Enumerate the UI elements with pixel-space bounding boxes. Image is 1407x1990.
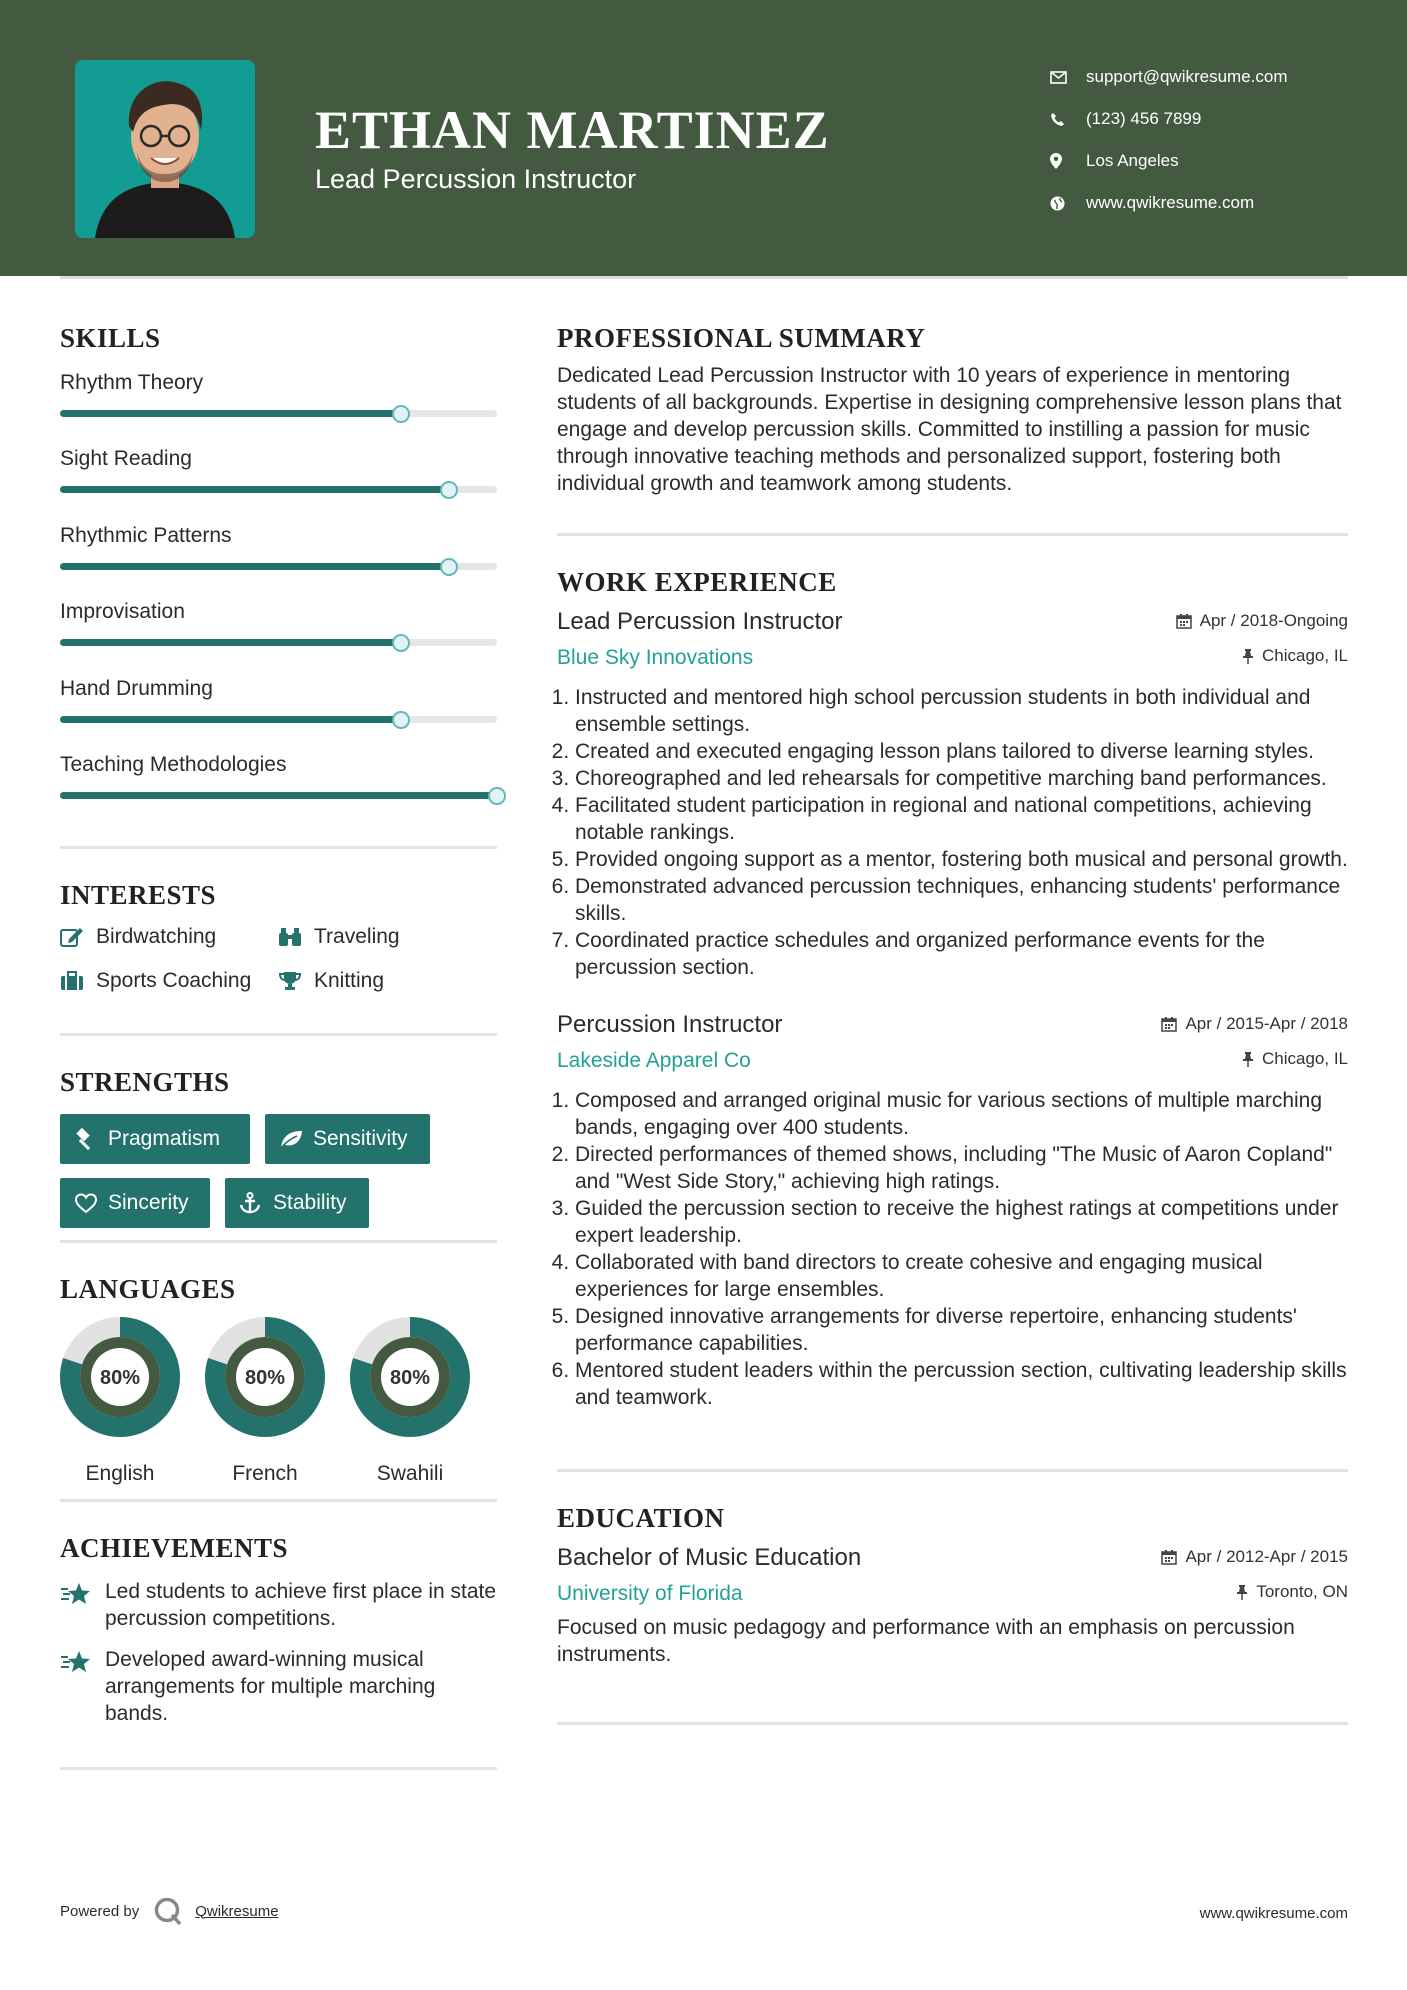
skills-heading: SKILLS bbox=[60, 323, 161, 353]
right-column bbox=[557, 320, 1348, 1725]
strength-label: Sincerity bbox=[108, 1191, 189, 1215]
skill-label: Teaching Methodologies bbox=[60, 752, 287, 776]
interest-label: Birdwatching bbox=[96, 925, 217, 949]
skill-knob bbox=[488, 787, 506, 805]
strength-chip bbox=[60, 1114, 250, 1164]
edit-icon bbox=[60, 927, 96, 947]
interest-label: Traveling bbox=[314, 925, 400, 949]
skill-label: Sight Reading bbox=[60, 447, 192, 471]
contact-website[interactable] bbox=[1050, 182, 1370, 224]
leaf-icon bbox=[279, 1129, 313, 1149]
job-bullet: 5. Provided ongoing support as a mentor, fostering both musical and personal growth. bbox=[575, 846, 1348, 873]
section-divider bbox=[60, 1499, 497, 1502]
calendar-icon bbox=[1161, 1016, 1177, 1032]
skill-item bbox=[60, 513, 497, 589]
skill-label: Rhythm Theory bbox=[60, 371, 204, 394]
person-avatar bbox=[75, 60, 255, 238]
candidate-title: Lead Percussion Instructor bbox=[315, 164, 637, 194]
education-date-text: Apr / 2012-Apr / 2015 bbox=[1185, 1547, 1348, 1566]
education-location bbox=[1236, 1582, 1348, 1602]
phone-icon bbox=[1050, 112, 1086, 127]
job-date bbox=[1161, 1014, 1348, 1034]
education-date bbox=[1161, 1547, 1348, 1567]
job-bullet: 2. Created and executed engaging lesson plans tailored to diverse learning styles. bbox=[575, 738, 1348, 765]
job-bullet: 1. Composed and arranged original music for various sections of multiple marching bands, engaging over 400 students. bbox=[575, 1087, 1348, 1141]
left-column bbox=[60, 320, 497, 1770]
skill-bar bbox=[60, 486, 497, 493]
anchor-icon bbox=[239, 1192, 273, 1214]
qwikresume-link[interactable]: Qwikresume bbox=[195, 1902, 279, 1920]
job-bullets bbox=[557, 1087, 1348, 1411]
interest-label: Knitting bbox=[314, 969, 385, 993]
powered-by-text: Powered by bbox=[60, 1902, 140, 1920]
job-bullet: 5. Designed innovative arrangements for diverse repertoire, enhancing students' performance capabilities. bbox=[575, 1303, 1348, 1357]
language-item bbox=[348, 1315, 472, 1486]
skill-label: Improvisation bbox=[60, 600, 185, 624]
calendar-icon bbox=[1176, 613, 1192, 629]
section-divider bbox=[557, 1469, 1348, 1472]
contact-email[interactable] bbox=[1050, 56, 1370, 98]
skill-item bbox=[60, 742, 497, 818]
achievements-heading: ACHIEVEMENTS bbox=[60, 1533, 289, 1564]
language-item bbox=[58, 1315, 182, 1486]
job-bullet: 6. Demonstrated advanced percussion techniques, enhancing students' performance skills. bbox=[575, 873, 1348, 927]
section-divider bbox=[60, 1033, 497, 1036]
job-date-text: Apr / 2015-Apr / 2018 bbox=[1185, 1014, 1348, 1033]
interest-item bbox=[60, 925, 216, 949]
contact-website-text: www.qwikresume.com bbox=[1086, 193, 1255, 212]
skill-item bbox=[60, 436, 497, 512]
language-ring bbox=[58, 1315, 182, 1439]
language-percent: 80% bbox=[389, 1367, 431, 1390]
skill-knob bbox=[392, 711, 410, 729]
skill-knob bbox=[440, 481, 458, 499]
experience-heading: WORK EXPERIENCE bbox=[557, 567, 837, 597]
education-school: University of Florida bbox=[557, 1582, 743, 1605]
strengths-list bbox=[60, 1114, 497, 1232]
achievement-text: Led students to achieve first place in state percussion competitions. bbox=[105, 1580, 497, 1631]
language-label: French bbox=[232, 1462, 298, 1486]
interest-item bbox=[278, 925, 400, 949]
pushpin-icon bbox=[1242, 1051, 1254, 1067]
interest-item bbox=[278, 969, 384, 993]
footer-website[interactable]: www.qwikresume.com bbox=[1199, 1905, 1348, 1922]
map-marker-icon bbox=[1050, 153, 1086, 169]
section-divider bbox=[557, 1722, 1348, 1725]
skills-list bbox=[60, 360, 497, 818]
job-date-text: Apr / 2018-Ongoing bbox=[1199, 611, 1348, 630]
section-divider bbox=[557, 533, 1348, 536]
job-bullet: 3. Guided the percussion section to receive the highest ratings at competitions under expert leadership. bbox=[575, 1195, 1348, 1249]
job-location bbox=[1242, 1049, 1348, 1069]
job-entry bbox=[557, 608, 1348, 981]
achievement-item bbox=[60, 1578, 497, 1632]
education-location-text: Toronto, ON bbox=[1256, 1582, 1348, 1601]
job-company: Lakeside Apparel Co bbox=[557, 1049, 751, 1072]
job-bullet: 3. Choreographed and led rehearsals for competitive marching band performances. bbox=[575, 765, 1348, 792]
skill-bar bbox=[60, 716, 497, 723]
education-entry bbox=[557, 1544, 1348, 1668]
footer-powered bbox=[60, 1896, 279, 1926]
language-ring bbox=[203, 1315, 327, 1439]
envelope-icon bbox=[1050, 71, 1086, 84]
job-role: Lead Percussion Instructor bbox=[557, 608, 843, 635]
strength-chip bbox=[265, 1114, 430, 1164]
interest-label: Sports Coaching bbox=[96, 969, 252, 993]
language-item bbox=[203, 1315, 327, 1486]
skill-bar bbox=[60, 410, 497, 417]
gavel-icon bbox=[74, 1128, 108, 1150]
header-divider bbox=[60, 276, 1348, 279]
skill-item bbox=[60, 666, 497, 742]
contact-email-text: support@qwikresume.com bbox=[1086, 67, 1288, 86]
contact-phone-text: (123) 456 7899 bbox=[1086, 109, 1202, 128]
skill-bar bbox=[60, 563, 497, 570]
section-divider bbox=[60, 846, 497, 849]
heart-icon bbox=[74, 1193, 108, 1214]
languages-heading: LANGUAGES bbox=[60, 1274, 236, 1305]
globe-icon bbox=[1050, 196, 1086, 211]
trophy-icon bbox=[278, 971, 314, 991]
pushpin-icon bbox=[1242, 648, 1254, 664]
education-text: Focused on music pedagogy and performance with an emphasis on percussion instruments. bbox=[557, 1616, 1295, 1666]
interest-item bbox=[60, 969, 251, 993]
qwikresume-logo-icon bbox=[153, 1896, 183, 1926]
language-percent: 80% bbox=[99, 1367, 141, 1390]
summary-heading: PROFESSIONAL SUMMARY bbox=[557, 323, 926, 353]
candidate-name: ETHAN MARTINEZ bbox=[315, 100, 830, 160]
skill-knob bbox=[440, 558, 458, 576]
job-location-text: Chicago, IL bbox=[1262, 1049, 1348, 1068]
job-date bbox=[1176, 611, 1348, 631]
profile-photo bbox=[75, 60, 255, 238]
strength-label: Stability bbox=[273, 1191, 347, 1215]
languages-list bbox=[60, 1315, 497, 1485]
job-entry bbox=[557, 1011, 1348, 1411]
language-ring bbox=[348, 1315, 472, 1439]
job-bullet: 7. Coordinated practice schedules and organized performance events for the percussion section. bbox=[575, 927, 1348, 981]
language-label: Swahili bbox=[376, 1462, 444, 1486]
strength-label: Sensitivity bbox=[313, 1127, 408, 1151]
job-bullet: 4. Facilitated student participation in regional and national competitions, achieving notable rankings. bbox=[575, 792, 1348, 846]
job-bullet: 4. Collaborated with band directors to create cohesive and engaging musical experiences for large ensembles. bbox=[575, 1249, 1348, 1303]
skill-bar bbox=[60, 639, 497, 646]
strength-chip bbox=[225, 1178, 369, 1228]
job-bullet: 1. Instructed and mentored high school percussion students in both individual and ensemble settings. bbox=[575, 684, 1348, 738]
skill-item bbox=[60, 360, 497, 436]
section-divider bbox=[60, 1240, 497, 1243]
contact-phone[interactable] bbox=[1050, 98, 1370, 140]
skill-bar bbox=[60, 792, 497, 799]
skill-label: Rhythmic Patterns bbox=[60, 523, 232, 547]
briefcase-icon bbox=[60, 971, 96, 991]
section-divider bbox=[60, 1767, 497, 1770]
language-percent: 80% bbox=[244, 1367, 286, 1390]
skill-item bbox=[60, 589, 497, 665]
contact-location bbox=[1050, 140, 1370, 182]
calendar-icon bbox=[1161, 1549, 1177, 1565]
contact-location-text: Los Angeles bbox=[1086, 151, 1179, 170]
star-icon bbox=[60, 1582, 92, 1613]
language-label: English bbox=[85, 1462, 155, 1486]
job-role: Percussion Instructor bbox=[557, 1011, 783, 1038]
summary-text: Dedicated Lead Percussion Instructor with 10 years of experience in mentoring students of all backgrounds. Expertise in designing comprehensive lesson plans that engage and develop percussion skills. Committed to instilling a passion for music through innovative teaching methods and personalized support, fostering both individual growth and teamwork among students. bbox=[557, 364, 1342, 495]
binoculars-icon bbox=[278, 927, 314, 947]
job-location bbox=[1242, 646, 1348, 666]
skill-knob bbox=[392, 634, 410, 652]
job-company: Blue Sky Innovations bbox=[557, 646, 754, 669]
achievement-text: Developed award-winning musical arrangements for multiple marching bands. bbox=[105, 1648, 436, 1726]
skill-label: Hand Drumming bbox=[60, 676, 213, 700]
achievements-list bbox=[60, 1578, 497, 1727]
strength-label: Pragmatism bbox=[108, 1127, 221, 1151]
star-icon bbox=[60, 1650, 92, 1681]
achievement-item bbox=[60, 1646, 497, 1727]
education-heading: EDUCATION bbox=[557, 1503, 725, 1533]
contact-list bbox=[1050, 56, 1370, 224]
interests-heading: INTERESTS bbox=[60, 880, 217, 911]
job-bullet: 6. Mentored student leaders within the percussion section, cultivating leadership skills and teamwork. bbox=[575, 1357, 1348, 1411]
interests-list bbox=[60, 925, 497, 1025]
skill-knob bbox=[392, 405, 410, 423]
job-bullets bbox=[557, 684, 1348, 981]
strengths-heading: STRENGTHS bbox=[60, 1067, 230, 1098]
strength-chip bbox=[60, 1178, 210, 1228]
job-bullet: 2. Directed performances of themed shows, including "The Music of Aaron Copland" and "West Side Story," achieving high ratings. bbox=[575, 1141, 1348, 1195]
job-location-text: Chicago, IL bbox=[1262, 646, 1348, 665]
pushpin-icon bbox=[1236, 1584, 1248, 1600]
header bbox=[0, 0, 1407, 276]
education-degree: Bachelor of Music Education bbox=[557, 1544, 862, 1571]
